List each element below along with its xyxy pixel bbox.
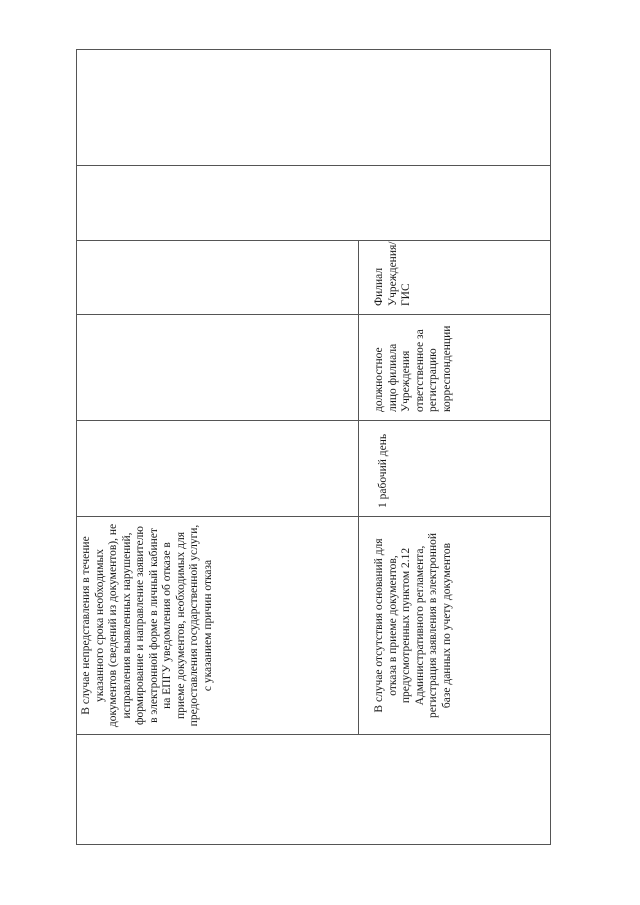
- place-text: Филиал Учреждения/ГИС: [373, 241, 412, 306]
- procedure-table: [76, 49, 551, 845]
- table-cell-blank: [77, 241, 359, 315]
- table-cell-blank: [77, 421, 359, 517]
- table-cell-blank: [77, 315, 359, 421]
- condition-registration-text: В случае отсутствия оснований для отказа в приеме документов, предусмотренных пунктом 2.12 Административного регламента, регистрация заявления в электронной базе данных по учету документов: [373, 532, 453, 719]
- deadline-text: 1 рабочий день: [377, 433, 389, 508]
- table-cell-blank-left: [77, 735, 551, 845]
- table-row: [77, 50, 359, 845]
- table-cell-condition-refusal: [77, 517, 359, 735]
- responsible-text: должностное лицо филиала Учреждения ответственное за регистрацию корреспонденции: [373, 325, 453, 412]
- table-cell-responsible: [359, 315, 551, 421]
- table-cell-blank: [77, 50, 551, 166]
- table-cell-deadline: [359, 421, 551, 517]
- table-cell-place: [359, 241, 551, 315]
- table-cell-blank: [77, 166, 551, 241]
- rotated-table-wrapper: [76, 50, 550, 845]
- condition-refusal-text: В случае непредставления в течение указанного срока необходимых документов (сведений из документов), не исправления выявленных нарушений, формирование и направление заявителю в электронной форме в личный кабинет на ЕПГУ уведомления об отказе в приеме документов, необходимых для предоставления государственной услуги, с указанием причин отказа: [80, 523, 214, 728]
- table-cell-condition-registration: [359, 517, 551, 735]
